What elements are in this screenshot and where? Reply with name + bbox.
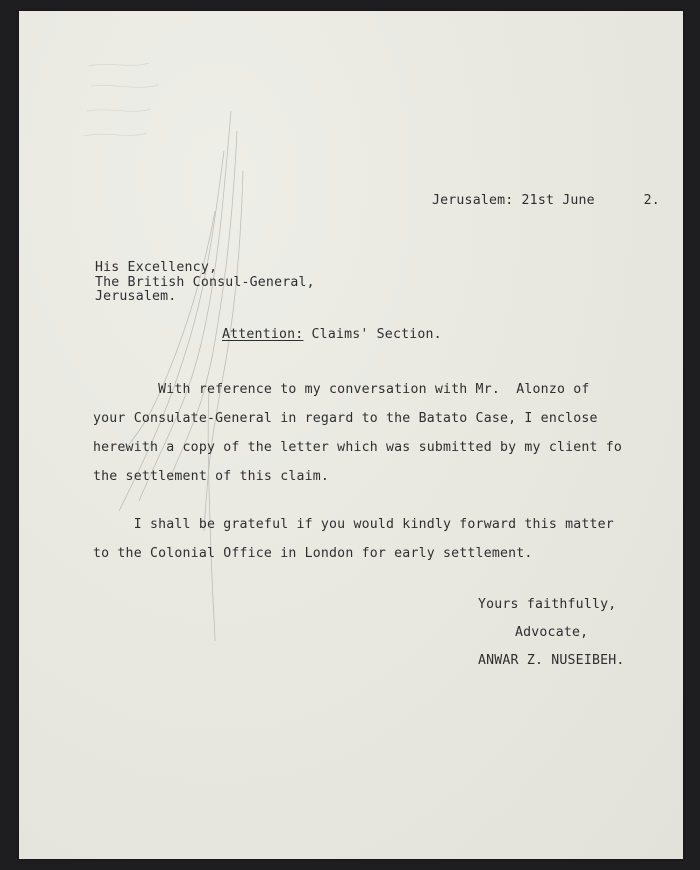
attention-value: Claims' Section.: [303, 327, 442, 342]
paragraph-1-line-1: With reference to my conversation with Mr. Alonzo of: [93, 382, 590, 397]
body-paragraph-2: [93, 510, 614, 568]
closing-salutation: Yours faithfully,: [478, 597, 617, 612]
attention-line: [222, 327, 442, 342]
body-paragraph-1: [93, 375, 622, 491]
letter-date: Jerusalem: 21st June 2.: [432, 193, 660, 208]
address-line-2: The British Consul-General,: [95, 274, 315, 290]
paragraph-2-line-2: to the Colonial Office in London for early settlement.: [93, 546, 533, 561]
attention-label: Attention:: [222, 327, 304, 342]
paragraph-1-line-3: herewith a copy of the letter which was submitted by my client fo: [93, 440, 623, 455]
letter-page: [19, 11, 683, 859]
address-line-1: His Excellency,: [95, 260, 218, 275]
paragraph-1-line-4: the settlement of this claim.: [93, 469, 330, 484]
paragraph-1-line-2: your Consulate-General in regard to the Batato Case, I enclose: [93, 411, 598, 426]
recipient-address: [95, 261, 315, 305]
paragraph-2-line-1: I shall be grateful if you would kindly forward this matter: [93, 517, 614, 532]
signatory-name: ANWAR Z. NUSEIBEH.: [478, 653, 625, 668]
closing-role: Advocate,: [515, 625, 589, 640]
address-line-3: Jerusalem.: [95, 289, 177, 304]
